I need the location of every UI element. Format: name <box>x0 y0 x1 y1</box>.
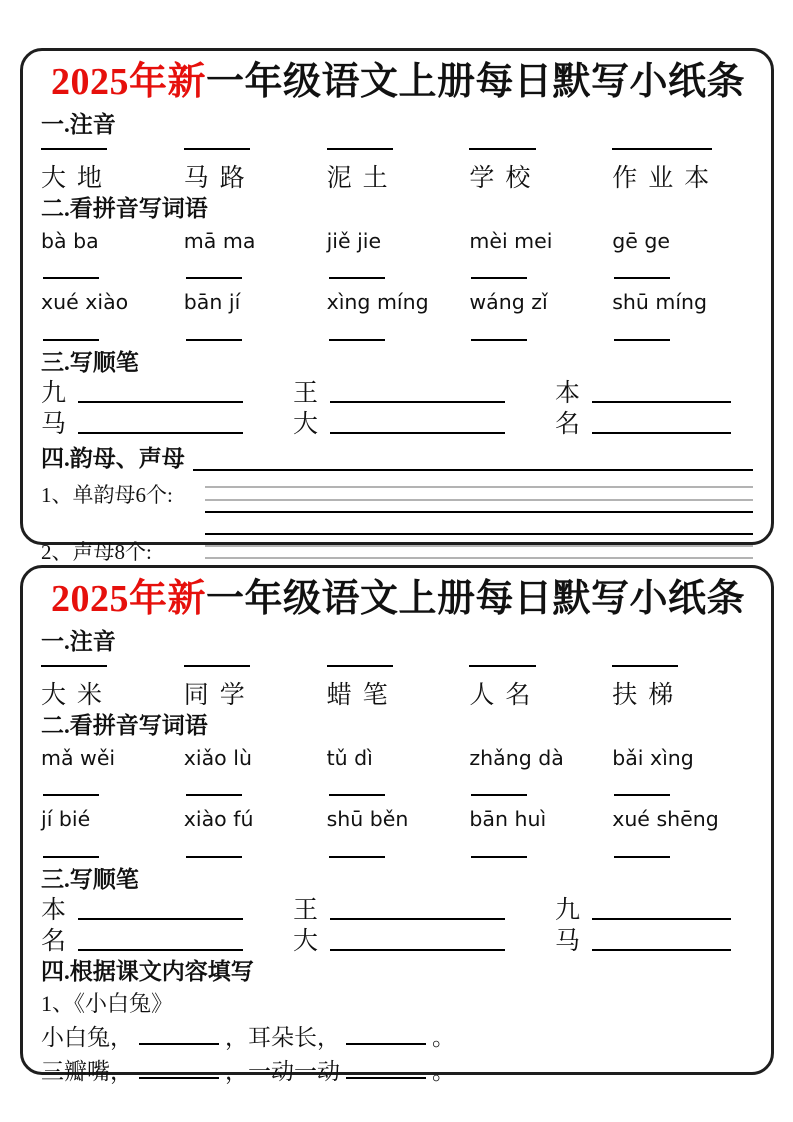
stroke-item <box>41 411 293 439</box>
card2-stroke-row-1 <box>41 897 755 925</box>
answer-line <box>329 794 385 796</box>
fill-in-sentence-2 <box>41 1056 755 1087</box>
answer-line <box>614 339 670 341</box>
answer-line <box>327 148 393 150</box>
answer-line <box>592 949 731 951</box>
zhuyin-item <box>469 665 541 710</box>
stroke-char: 九 <box>41 380 67 408</box>
card2-title-main: 一年级语文上册每日默写小纸条 <box>206 578 746 620</box>
answer-line <box>471 794 527 796</box>
pinyin-item <box>327 229 470 286</box>
card2-pinyin-row-1 <box>41 746 755 803</box>
pinyin-label: jiě jie <box>326 228 382 253</box>
card1-section2-heading: 二.看拼音写词语 <box>41 195 208 221</box>
stroke-item <box>555 928 755 956</box>
pinyin-label: mā ma <box>183 228 256 253</box>
card1-pinyin-row-1 <box>41 229 755 286</box>
pinyin-label: zhǎng dà <box>469 745 564 770</box>
answer-line <box>614 277 670 279</box>
zhuyin-item <box>41 148 113 193</box>
stroke-char: 王 <box>293 380 319 408</box>
zhuyin-item <box>327 148 399 193</box>
initials-label: 2、声母8个: <box>41 540 152 565</box>
answer-line <box>78 949 243 951</box>
stroke-item <box>41 897 293 925</box>
grid-line <box>205 511 753 513</box>
zhuyin-item <box>41 665 113 710</box>
sentence-text: 。 <box>432 1058 455 1084</box>
card1-section4-heading: 四.韵母、声母 <box>41 446 185 472</box>
answer-line <box>471 339 527 341</box>
answer-line <box>43 794 99 796</box>
answer-line <box>471 277 527 279</box>
fill-blank <box>139 1031 219 1045</box>
answer-line <box>469 148 535 150</box>
answer-line <box>78 432 243 434</box>
sentence-text: ，一动一动 <box>225 1058 340 1084</box>
grid-line <box>205 545 753 547</box>
card1-vowel-grid-row <box>41 474 755 513</box>
pinyin-label: bān huì <box>469 807 547 832</box>
sentence-text: 。 <box>432 1024 455 1050</box>
answer-line <box>330 949 505 951</box>
card1-stroke-row-1 <box>41 380 755 408</box>
word-label: 人名 <box>469 682 542 710</box>
pinyin-label: tǔ dì <box>326 745 373 770</box>
pinyin-label: xué shēng <box>612 807 719 832</box>
pinyin-item <box>469 807 612 864</box>
pinyin-label: mèi mei <box>469 228 553 253</box>
stroke-item <box>293 928 555 956</box>
card1-zhuyin-row <box>41 148 755 193</box>
stroke-char: 王 <box>293 897 319 925</box>
word-label: 学校 <box>469 165 542 193</box>
vowel-label: 1、单韵母6个: <box>41 483 173 508</box>
answer-line <box>193 469 753 471</box>
stroke-char: 大 <box>293 411 319 439</box>
answer-line <box>592 918 731 920</box>
pinyin-fourline-grid <box>205 474 753 513</box>
answer-line <box>186 339 242 341</box>
answer-line <box>186 277 242 279</box>
card2-pinyin-row-2 <box>41 807 755 864</box>
worksheet-card-1 <box>20 48 774 565</box>
word-label: 同学 <box>183 682 256 710</box>
pinyin-label: xiǎo lù <box>183 745 252 770</box>
answer-line <box>592 432 731 434</box>
zhuyin-item <box>612 665 684 710</box>
stroke-item <box>555 411 755 439</box>
card1-pinyin-row-2 <box>41 290 755 347</box>
answer-line <box>43 339 99 341</box>
pinyin-item <box>184 229 327 286</box>
pinyin-item <box>612 746 755 803</box>
pinyin-item <box>327 807 470 864</box>
pinyin-item <box>469 746 612 803</box>
answer-line <box>78 918 243 920</box>
pinyin-item <box>41 229 184 286</box>
fill-in-sentence-1 <box>41 1022 755 1053</box>
answer-line <box>43 277 99 279</box>
answer-line <box>184 665 250 667</box>
answer-line <box>330 918 505 920</box>
word-label: 蜡笔 <box>326 682 399 710</box>
card2-section3-heading: 三.写顺笔 <box>41 866 139 892</box>
answer-line <box>329 277 385 279</box>
card2-section4-heading: 四.根据课文内容填写 <box>41 959 254 985</box>
pinyin-label: wáng zǐ <box>469 290 548 315</box>
pinyin-item <box>41 290 184 347</box>
answer-line <box>592 401 731 403</box>
card2-poem-title: 1、《小白兔》 <box>41 991 174 1017</box>
card2-stroke-row-2 <box>41 928 755 956</box>
pinyin-item <box>327 290 470 347</box>
answer-line <box>78 401 243 403</box>
card1-stroke-row-2 <box>41 411 755 439</box>
card1-section1-heading: 一.注音 <box>41 111 116 137</box>
stroke-item <box>41 380 293 408</box>
stroke-item <box>555 380 755 408</box>
zhuyin-item <box>469 148 541 193</box>
pinyin-label: shū běn <box>326 807 409 832</box>
pinyin-item <box>41 746 184 803</box>
stroke-item <box>293 897 555 925</box>
stroke-char: 名 <box>41 928 67 956</box>
stroke-char: 本 <box>555 380 581 408</box>
stroke-char: 名 <box>555 411 581 439</box>
pinyin-label: jí bié <box>41 807 91 832</box>
answer-line <box>612 665 678 667</box>
stroke-item <box>293 380 555 408</box>
pinyin-item <box>612 807 755 864</box>
pinyin-label: bà ba <box>41 228 99 253</box>
card1-title-main: 一年级语文上册每日默写小纸条 <box>206 61 746 103</box>
sentence-text: 小白兔， <box>41 1024 133 1050</box>
pinyin-item <box>327 746 470 803</box>
card1-section3-heading: 三.写顺笔 <box>41 349 139 375</box>
stroke-char: 本 <box>41 897 67 925</box>
zhuyin-item <box>184 665 256 710</box>
pinyin-label: xìng míng <box>326 290 429 315</box>
answer-line <box>330 401 505 403</box>
word-label: 泥土 <box>326 165 399 193</box>
answer-line <box>329 339 385 341</box>
answer-line <box>329 856 385 858</box>
word-label: 作业本 <box>612 165 721 193</box>
pinyin-label: bǎi xìng <box>612 745 694 770</box>
grid-line <box>205 557 753 559</box>
stroke-char: 马 <box>41 411 67 439</box>
answer-line <box>614 856 670 858</box>
answer-line <box>469 665 535 667</box>
card2-title <box>41 576 755 624</box>
pinyin-label: gē ge <box>612 228 670 253</box>
pinyin-item <box>612 229 755 286</box>
answer-line <box>41 148 107 150</box>
answer-line <box>186 794 242 796</box>
pinyin-item <box>184 746 327 803</box>
card1-title <box>41 59 755 107</box>
answer-line <box>330 432 505 434</box>
answer-line <box>471 856 527 858</box>
stroke-item <box>41 928 293 956</box>
pinyin-item <box>184 807 327 864</box>
word-label: 扶梯 <box>612 682 685 710</box>
fill-blank <box>139 1065 219 1079</box>
zhuyin-item <box>612 148 720 193</box>
pinyin-label: xué xiào <box>41 290 129 315</box>
card2-zhuyin-row <box>41 665 755 710</box>
answer-line <box>186 856 242 858</box>
grid-line <box>205 486 753 488</box>
pinyin-label: shū míng <box>612 290 708 315</box>
answer-line <box>612 148 711 150</box>
stroke-item <box>555 897 755 925</box>
stroke-char: 大 <box>293 928 319 956</box>
answer-line <box>327 665 393 667</box>
stroke-char: 九 <box>555 897 581 925</box>
answer-line <box>614 794 670 796</box>
stroke-char: 马 <box>555 928 581 956</box>
card1-title-year: 2025年新 <box>50 61 206 103</box>
card2-title-year: 2025年新 <box>50 578 206 620</box>
card2-section1-heading: 一.注音 <box>41 628 116 654</box>
word-label: 马路 <box>183 165 256 193</box>
zhuyin-item <box>327 665 399 710</box>
pinyin-item <box>469 229 612 286</box>
card2-section2-heading: 二.看拼音写词语 <box>41 712 208 738</box>
grid-line <box>205 499 753 501</box>
answer-line <box>184 148 250 150</box>
card1-section4-heading-row <box>41 443 755 474</box>
pinyin-item <box>41 807 184 864</box>
zhuyin-item <box>184 148 256 193</box>
sentence-text: ，耳朵长， <box>225 1024 340 1050</box>
pinyin-label: xiào fú <box>183 807 254 832</box>
pinyin-label: bān jí <box>183 290 241 315</box>
word-label: 大米 <box>41 682 114 710</box>
pinyin-item <box>612 290 755 347</box>
pinyin-item <box>469 290 612 347</box>
answer-line <box>43 856 99 858</box>
pinyin-label: mǎ wěi <box>41 745 116 770</box>
answer-line <box>41 665 107 667</box>
worksheet-card-2 <box>20 565 774 1084</box>
sentence-text: 三瓣嘴， <box>41 1058 133 1084</box>
word-label: 大地 <box>41 165 114 193</box>
stroke-item <box>293 411 555 439</box>
grid-line <box>205 533 753 535</box>
pinyin-item <box>184 290 327 347</box>
fill-blank <box>346 1065 426 1079</box>
fill-blank <box>346 1031 426 1045</box>
